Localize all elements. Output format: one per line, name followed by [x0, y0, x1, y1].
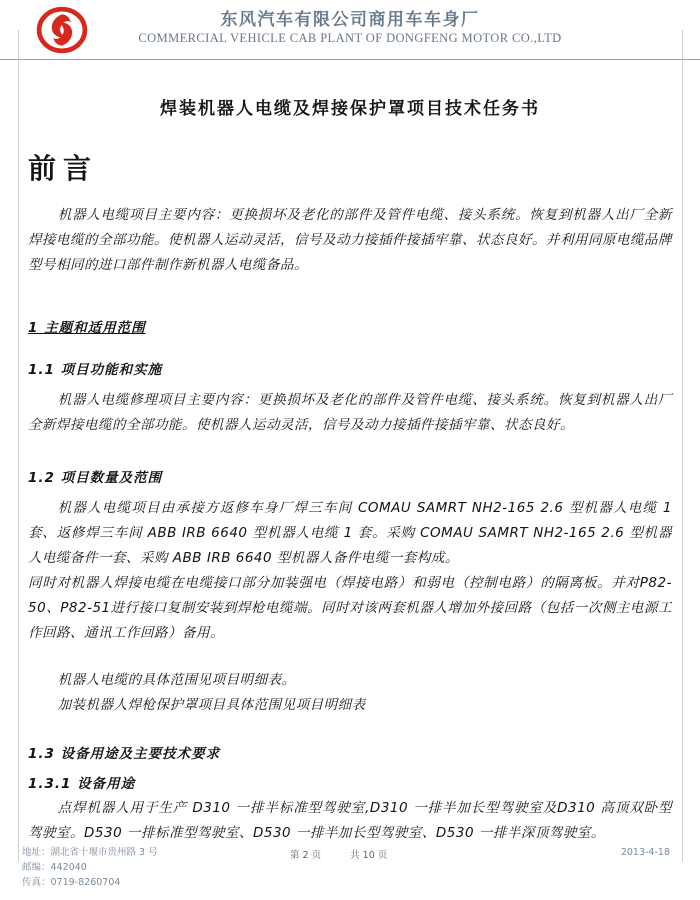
footer-page-current: 第 2 页 [290, 850, 322, 861]
company-name-en: COMMERCIAL VEHICLE CAB PLANT OF DONGFENG MOTOR CO.,LTD [138, 31, 562, 45]
company-name-cn: 东风汽车有限公司商用车车身厂 [220, 10, 480, 30]
footer-contact-block [22, 845, 158, 890]
footer-fax: 传真：0719-8260704 [22, 877, 121, 888]
footer-zip: 邮编：442040 [22, 862, 87, 873]
section-1-heading: 1 主题和适用范围 [28, 320, 146, 336]
footer-page-info [290, 847, 387, 861]
section-1-3-1-paragraph: 点焊机器人用于生产 D310 一排半标准型驾驶室,D310 一排半加长型驾驶室及D310 高顶双卧型驾驶室。D530 一排标准型驾驶室、D530 一排半加长型驾驶室、D530 一排半深顶驾驶室。 [28, 800, 672, 841]
foreword-paragraph: 机器人电缆项目主要内容：更换损坏及老化的部件及管件电缆、接头系统。恢复到机器人出厂全新焊接电缆的全部功能。使机器人运动灵活，信号及动力接插件接插牢靠、状态良好。并利用同原电缆品牌型号相同的进口部件制作新机器人电缆备品。 [28, 207, 672, 273]
company-header [0, 0, 700, 60]
section-1-3-heading: 1.3 设备用途及主要技术要求 [28, 746, 221, 762]
page-border-left [18, 30, 19, 862]
section-1-1-heading: 1.1 项目功能和实施 [28, 362, 163, 378]
section-1-2-heading: 1.2 项目数量及范围 [28, 470, 163, 486]
section-1-2-note-1: 机器人电缆的具体范围见项目明细表。 [57, 672, 296, 688]
page-border-right [682, 30, 683, 862]
document-title: 焊装机器人电缆及焊接保护罩项目技术任务书 [160, 99, 540, 119]
footer-address: 地址：湖北省十堰市贵州路 3 号 [22, 847, 158, 858]
section-1-2-paragraph-2: 同时对机器人焊接电缆在电缆接口部分加装强电（焊接电路）和弱电（控制电路）的隔离板。并对P82-50、P82-51进行接口复制安装到焊枪电缆端。同时对该两套机器人增加外接回路（包括一次侧主电源工作回路、通讯工作回路）备用。 [28, 575, 672, 641]
section-1-2-paragraph-1: 机器人电缆项目由承接方返修车身厂焊三车间 COMAU SAMRT NH2-165 2.6 型机器人电缆 1 套、返修焊三车间 ABB IRB 6640 型机器人电缆 1 套。采购 COMAU SAMRT NH2-165 2.6 型机器人电缆备件一套、采购 ABB IRB 6640 型机器人备件电缆一套构成。 [28, 500, 672, 566]
foreword-heading: 前言 [28, 152, 99, 185]
footer-date: 2013-4-18 [620, 847, 670, 858]
company-name-block [0, 10, 700, 47]
section-1-2-note-2: 加装机器人焊枪保护罩项目具体范围见项目明细表 [57, 697, 366, 713]
section-1-1-paragraph: 机器人电缆修理项目主要内容：更换损坏及老化的部件及管件电缆、接头系统。恢复到机器人出厂全新焊接电缆的全部功能。使机器人运动灵活，信号及动力接插件接插牢靠、状态良好。 [28, 392, 672, 433]
document-body [0, 94, 700, 846]
section-1-3-1-heading: 1.3.1 设备用途 [28, 776, 136, 792]
footer-page-total: 共 10 页 [350, 850, 388, 861]
